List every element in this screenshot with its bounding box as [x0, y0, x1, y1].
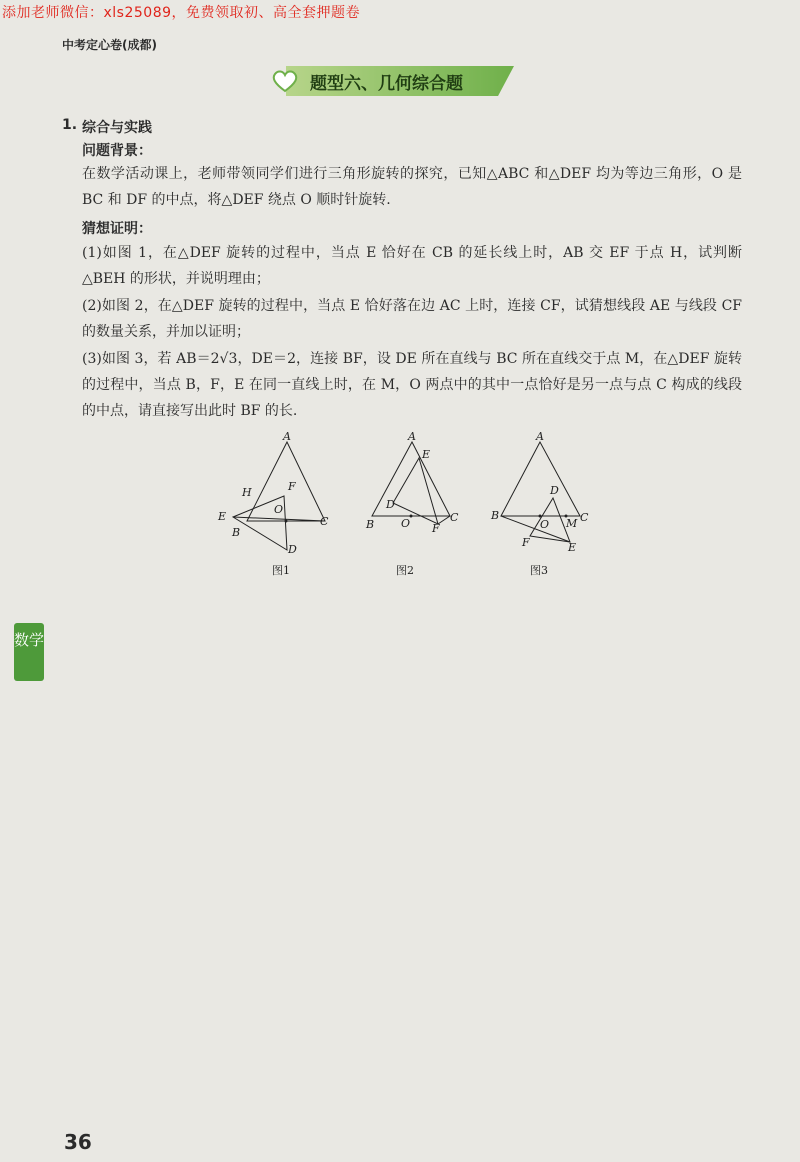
proof-heading: 猜想证明：	[82, 221, 152, 237]
fig3-label-c: C	[580, 511, 589, 524]
watermark-text: 添加老师微信：xls25089，免费领取初、高全套押题卷	[2, 5, 361, 21]
fig3-label-a: A	[536, 430, 544, 443]
fig3-label-f: F	[522, 536, 530, 549]
fig2-label-f: F	[432, 522, 440, 535]
fig3-label-b: B	[491, 509, 500, 522]
fig1-label-d: D	[288, 543, 297, 556]
fig2-label-d: D	[386, 498, 395, 511]
fig1-caption: 图1	[272, 564, 290, 577]
page-header: 中考定心卷(成都)	[62, 38, 157, 52]
part-3-text: (3)如图 3，若 AB＝2√3，DE＝2，连接 BF，设 DE 所在直线与 BC 所在直线交于点 M，在△DEF 旋转的过程中，当点 B，F，E 在同一直线上时，在 M，O 两点中的其中一点恰好是另一点与点 C 构成的线段的中点，请直接写出此时 BF 的长.	[82, 351, 742, 419]
figure-1	[217, 430, 329, 577]
subject-side-tab: 数学	[14, 623, 44, 681]
question-number: 1.	[62, 117, 78, 133]
fig1-label-c: C	[320, 515, 329, 528]
fig2-caption: 图2	[396, 564, 414, 577]
fig2-label-a: A	[408, 430, 416, 443]
fig1-label-h: H	[242, 486, 252, 499]
fig1-label-f: F	[288, 480, 296, 493]
fig3-label-m: M	[566, 517, 578, 530]
fig3-label-e: E	[568, 541, 577, 554]
part-2-text: (2)如图 2，在△DEF 旋转的过程中，当点 E 恰好落在边 AC 上时，连接 CF，试猜想线段 AE 与线段 CF 的数量关系，并加以证明；	[82, 298, 742, 340]
fig3-label-o: O	[540, 518, 550, 531]
part-1-text: (1)如图 1，在△DEF 旋转的过程中，当点 E 恰好在 CB 的延长线上时，AB 交 EF 于点 H，试判断△BEH 的形状，并说明理由；	[82, 245, 742, 287]
fig3-caption: 图3	[530, 564, 548, 577]
background-heading: 问题背景：	[82, 143, 152, 159]
question-title: 综合与实践	[82, 120, 152, 136]
background-text: 在数学活动课上，老师带领同学们进行三角形旋转的探究，已知△ABC 和△DEF 均为等边三角形，O 是 BC 和 DF 的中点，将△DEF 绕点 O 顺时针旋转.	[82, 166, 742, 208]
fig3-label-d: D	[550, 484, 559, 497]
fig2-label-c: C	[450, 511, 459, 524]
figure-2	[365, 430, 459, 577]
section-title-banner	[272, 66, 518, 96]
fig2-label-b: B	[366, 518, 375, 531]
figure-3	[490, 430, 589, 577]
figures	[200, 428, 620, 588]
section-title: 题型六、几何综合题	[310, 74, 463, 94]
fig2-label-o: O	[401, 517, 411, 530]
heart-icon	[272, 69, 298, 93]
fig1-label-a: A	[283, 430, 291, 443]
fig2-label-e: E	[422, 448, 431, 461]
fig1-label-o: O	[274, 503, 284, 516]
page-number: 36	[64, 1130, 92, 1154]
fig1-label-e: E	[218, 510, 227, 523]
fig1-label-b: B	[232, 526, 241, 539]
